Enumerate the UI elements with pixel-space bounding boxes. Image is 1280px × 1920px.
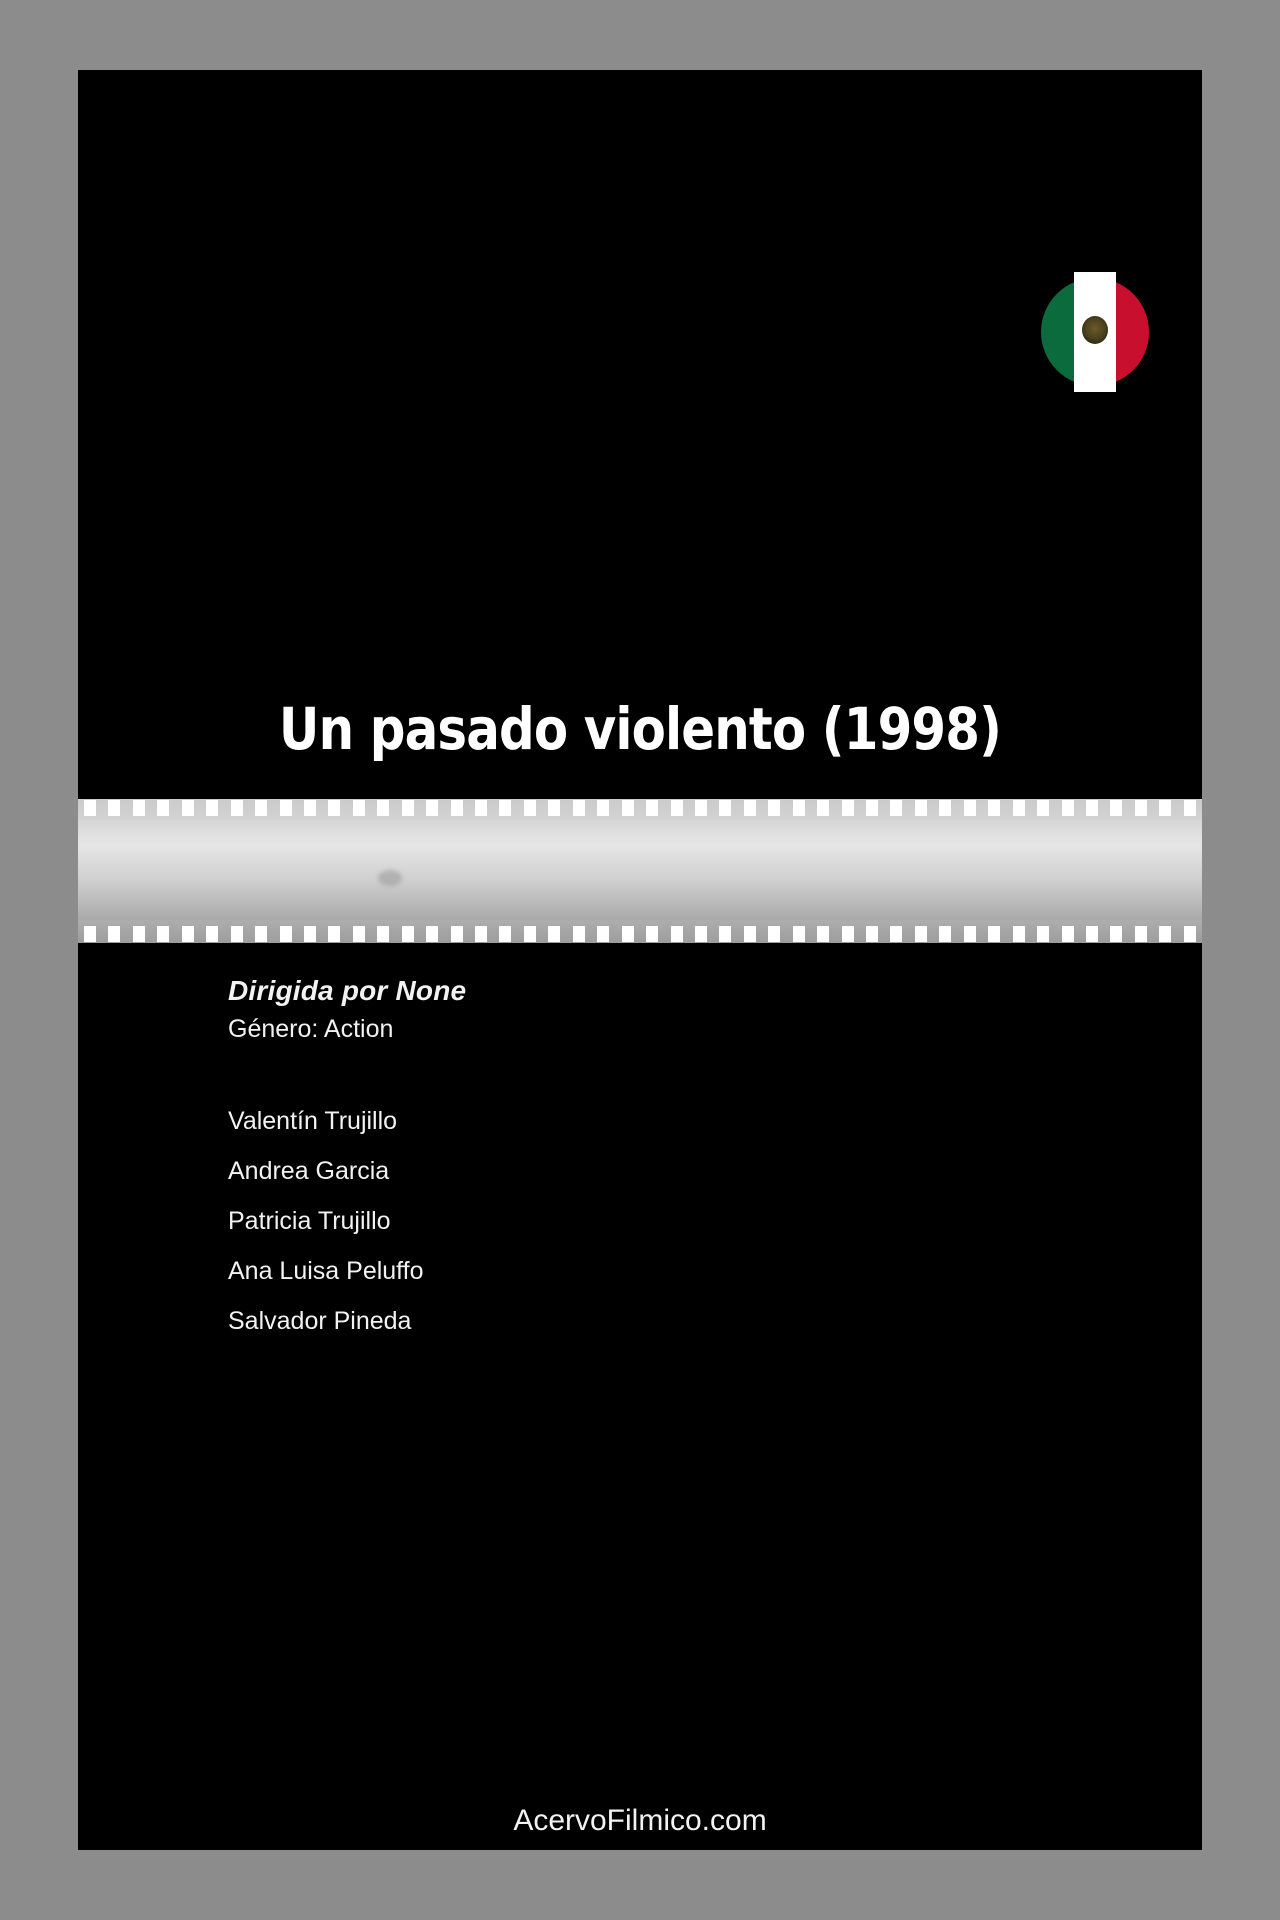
film-perforation bbox=[451, 800, 463, 816]
film-perforation bbox=[426, 800, 438, 816]
film-perforation bbox=[915, 926, 927, 942]
film-perforation bbox=[1110, 926, 1122, 942]
film-strip-edge-top bbox=[78, 796, 1202, 799]
film-perforation bbox=[206, 800, 218, 816]
film-perforation bbox=[573, 926, 585, 942]
film-perforation bbox=[1184, 926, 1196, 942]
cast-member: Ana Luisa Peluffo bbox=[228, 1257, 424, 1285]
film-perforation bbox=[157, 800, 169, 816]
poster-top-panel bbox=[78, 70, 1202, 870]
film-perforation bbox=[1037, 800, 1049, 816]
film-perforation bbox=[1062, 926, 1074, 942]
film-perforation bbox=[964, 800, 976, 816]
film-perforations-top bbox=[78, 800, 1202, 816]
film-perforation bbox=[475, 926, 487, 942]
film-perforation bbox=[964, 926, 976, 942]
film-perforation bbox=[280, 926, 292, 942]
film-perforation bbox=[1013, 800, 1025, 816]
film-perforation bbox=[768, 800, 780, 816]
mexico-flag-icon bbox=[1041, 278, 1149, 386]
film-strip-divider bbox=[78, 796, 1202, 946]
film-perforation bbox=[842, 800, 854, 816]
film-perforation bbox=[597, 926, 609, 942]
movie-poster bbox=[78, 70, 1202, 1850]
film-perforation bbox=[231, 800, 243, 816]
film-perforation bbox=[1135, 926, 1147, 942]
film-perforation bbox=[719, 800, 731, 816]
film-perforation bbox=[206, 926, 218, 942]
film-perforation bbox=[84, 800, 96, 816]
film-perforation bbox=[182, 926, 194, 942]
cast-member: Patricia Trujillo bbox=[228, 1207, 391, 1235]
film-perforation bbox=[328, 800, 340, 816]
page-title: Un pasado violento (1998) bbox=[278, 695, 1002, 763]
film-perforation bbox=[353, 800, 365, 816]
film-perforation bbox=[548, 926, 560, 942]
film-perforation bbox=[744, 926, 756, 942]
film-perforation bbox=[1184, 800, 1196, 816]
film-perforation bbox=[426, 926, 438, 942]
film-perforation bbox=[866, 800, 878, 816]
film-perforation bbox=[988, 800, 1000, 816]
film-perforation bbox=[671, 800, 683, 816]
film-perforation bbox=[377, 800, 389, 816]
film-perforation bbox=[157, 926, 169, 942]
flag-band-green bbox=[1041, 278, 1077, 386]
cast-member: Salvador Pineda bbox=[228, 1307, 412, 1335]
film-perforation bbox=[353, 926, 365, 942]
film-perforation bbox=[475, 800, 487, 816]
film-perforation bbox=[1110, 800, 1122, 816]
genre-line: Género: Action bbox=[228, 1015, 394, 1043]
film-perforation bbox=[768, 926, 780, 942]
film-perforation bbox=[255, 800, 267, 816]
film-perforation bbox=[597, 800, 609, 816]
film-perforation bbox=[793, 800, 805, 816]
film-perforation bbox=[1086, 800, 1098, 816]
director-line: Dirigida por None bbox=[228, 975, 467, 1006]
film-perforation bbox=[1135, 800, 1147, 816]
film-perforation bbox=[304, 800, 316, 816]
film-perforation bbox=[402, 800, 414, 816]
film-perforation bbox=[646, 926, 658, 942]
film-perforation bbox=[499, 800, 511, 816]
film-perforation bbox=[402, 926, 414, 942]
film-perforation bbox=[524, 926, 536, 942]
film-perforations-bottom bbox=[78, 926, 1202, 942]
film-perforation bbox=[793, 926, 805, 942]
cast-member: Valentín Trujillo bbox=[228, 1107, 398, 1135]
film-perforation bbox=[646, 800, 658, 816]
cast-member: Andrea Garcia bbox=[228, 1157, 390, 1185]
film-perforation bbox=[84, 926, 96, 942]
flag-band-red bbox=[1113, 278, 1149, 386]
film-perforation bbox=[231, 926, 243, 942]
film-strip-body bbox=[78, 820, 1202, 920]
film-perforation bbox=[304, 926, 316, 942]
film-perforation bbox=[573, 800, 585, 816]
credits-block bbox=[228, 975, 1142, 1346]
film-strip-smudge bbox=[378, 870, 402, 886]
film-perforation bbox=[377, 926, 389, 942]
film-perforation bbox=[133, 926, 145, 942]
film-perforation bbox=[939, 926, 951, 942]
film-perforation bbox=[622, 926, 634, 942]
film-perforation bbox=[1086, 926, 1098, 942]
film-perforation bbox=[182, 800, 194, 816]
film-perforation bbox=[499, 926, 511, 942]
film-perforation bbox=[328, 926, 340, 942]
film-perforation bbox=[548, 800, 560, 816]
film-perforation bbox=[255, 926, 267, 942]
flag-emblem-icon bbox=[1082, 316, 1108, 344]
film-perforation bbox=[108, 800, 120, 816]
film-perforation bbox=[939, 800, 951, 816]
film-perforation bbox=[133, 800, 145, 816]
film-perforation bbox=[988, 926, 1000, 942]
film-perforation bbox=[622, 800, 634, 816]
film-perforation bbox=[695, 926, 707, 942]
film-perforation bbox=[890, 926, 902, 942]
film-strip-edge-bottom bbox=[78, 943, 1202, 946]
film-perforation bbox=[1159, 926, 1171, 942]
film-perforation bbox=[280, 800, 292, 816]
site-watermark: AcervoFilmico.com bbox=[513, 1804, 767, 1837]
cast-list bbox=[228, 1096, 1142, 1346]
film-perforation bbox=[1062, 800, 1074, 816]
film-perforation bbox=[1159, 800, 1171, 816]
film-perforation bbox=[842, 926, 854, 942]
film-perforation bbox=[108, 926, 120, 942]
film-perforation bbox=[1013, 926, 1025, 942]
film-perforation bbox=[866, 926, 878, 942]
film-perforation bbox=[890, 800, 902, 816]
film-perforation bbox=[719, 926, 731, 942]
film-perforation bbox=[817, 926, 829, 942]
film-perforation bbox=[915, 800, 927, 816]
film-perforation bbox=[817, 800, 829, 816]
film-perforation bbox=[744, 800, 756, 816]
film-perforation bbox=[695, 800, 707, 816]
film-perforation bbox=[1037, 926, 1049, 942]
film-perforation bbox=[524, 800, 536, 816]
film-perforation bbox=[671, 926, 683, 942]
film-perforation bbox=[451, 926, 463, 942]
